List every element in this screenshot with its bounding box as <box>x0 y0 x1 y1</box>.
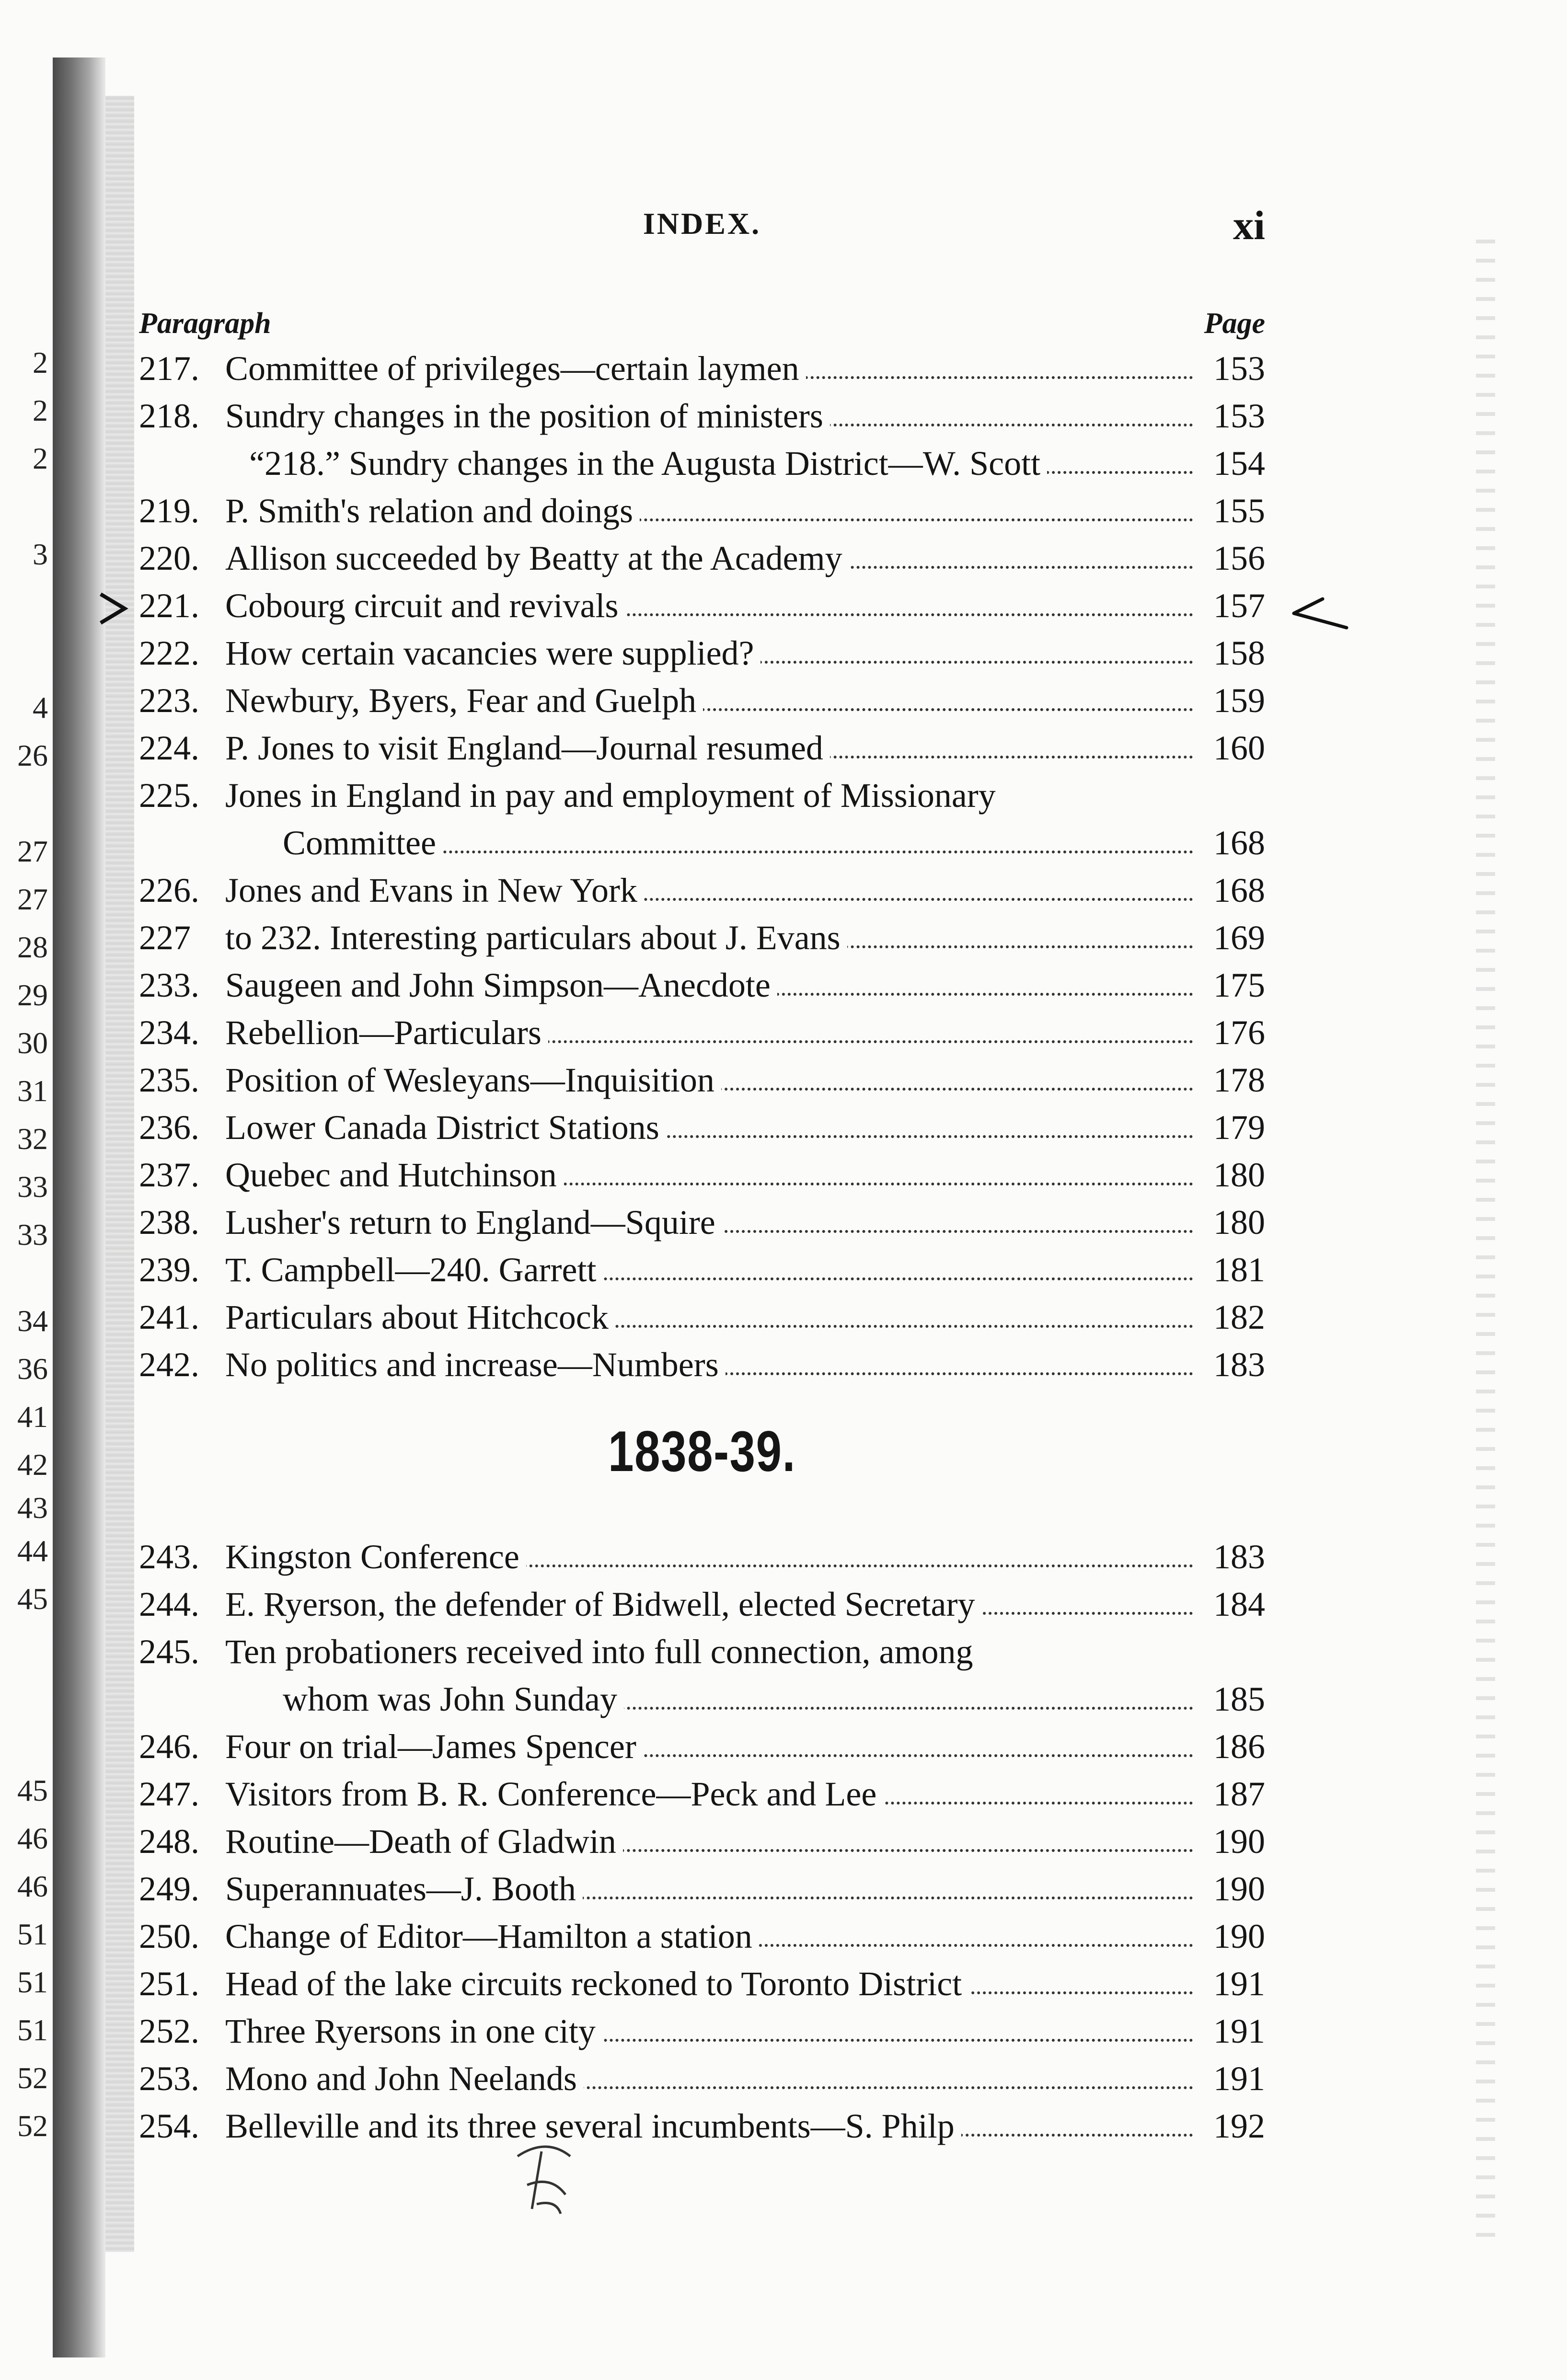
entry-text-container <box>225 772 1193 819</box>
paragraph-heading: Paragraph <box>139 307 271 340</box>
index-entry <box>139 1341 1265 1389</box>
entry-text-container <box>225 535 1193 582</box>
entry-text-container <box>225 1865 1193 1913</box>
index-entries-1838 <box>139 1533 1265 2150</box>
margin-number: 46 <box>17 1869 48 1903</box>
page-reference: 192 <box>1198 2103 1265 2150</box>
entry-text: P. Jones to visit England—Journal resumed <box>225 729 830 767</box>
entry-text: Belleville and its three several incumbents—S. Philp <box>225 2107 961 2145</box>
handwritten-arrow-icon <box>1289 594 1351 642</box>
entry-text: Three Ryersons in one city <box>225 2012 602 2050</box>
entry-text: Change of Editor—Hamilton a station <box>225 1917 759 1955</box>
entry-text-container <box>225 1628 1193 1676</box>
entry-text: T. Campbell—240. Garrett <box>225 1251 603 1289</box>
page-reference: 180 <box>1198 1151 1265 1199</box>
page-reference: 186 <box>1198 1723 1265 1771</box>
entry-text-container <box>225 1723 1193 1771</box>
entry-text: Head of the lake circuits reckoned to Toronto District <box>225 1965 968 2003</box>
page-reference: 190 <box>1198 1865 1265 1913</box>
index-entry <box>139 1960 1265 2008</box>
page-heading: Page <box>1204 307 1265 340</box>
entry-text-container <box>225 1009 1193 1057</box>
margin-number: 34 <box>17 1304 48 1338</box>
index-entry <box>139 867 1265 914</box>
paragraph-number: 236. <box>139 1108 199 1147</box>
index-entry <box>139 440 1265 487</box>
entry-text-container <box>225 2103 1193 2150</box>
facing-page-margin-numbers <box>0 0 53 2380</box>
index-entry <box>139 1865 1265 1913</box>
page-reference: 158 <box>1198 630 1265 677</box>
index-entry <box>139 1818 1265 1865</box>
index-entries-1837 <box>139 345 1265 1389</box>
header-title: INDEX. <box>643 207 761 241</box>
margin-number: 33 <box>17 1170 48 1204</box>
index-entry <box>139 962 1265 1009</box>
entry-text: P. Smith's relation and doings <box>225 492 640 530</box>
entry-text-container <box>225 2055 1193 2103</box>
index-entry <box>139 677 1265 724</box>
index-entry <box>139 345 1265 392</box>
index-entry <box>139 772 1265 819</box>
entry-text: How certain vacancies were supplied? <box>225 634 760 672</box>
page-reference: 184 <box>1198 1581 1265 1628</box>
entry-text-container <box>225 677 1193 724</box>
margin-number: 33 <box>17 1218 48 1252</box>
entry-text-container <box>225 724 1193 772</box>
page-reference: 191 <box>1198 1960 1265 2008</box>
margin-number: 30 <box>17 1026 48 1060</box>
section-year-heading: 1838-39. <box>608 1419 796 1483</box>
page-reference: 169 <box>1198 914 1265 962</box>
entry-text: Routine—Death of Gladwin <box>225 1822 623 1861</box>
entry-text-container <box>225 2008 1193 2055</box>
page-reference: 190 <box>1198 1913 1265 1960</box>
entry-text: Saugeen and John Simpson—Anecdote <box>225 966 777 1004</box>
entry-text: Newbury, Byers, Fear and Guelph <box>225 681 703 720</box>
paragraph-number: 223. <box>139 681 199 720</box>
paragraph-number: 238. <box>139 1203 199 1242</box>
entry-text-container <box>225 1960 1193 2008</box>
entry-text-container <box>225 1771 1193 1818</box>
margin-number: 51 <box>17 1965 48 1999</box>
index-entry <box>139 1104 1265 1151</box>
page-reference: 181 <box>1198 1246 1265 1294</box>
paragraph-number: 249. <box>139 1870 199 1908</box>
margin-number: 26 <box>17 738 48 772</box>
index-entry <box>139 392 1265 440</box>
paragraph-number: 227 <box>139 919 191 957</box>
paragraph-number: 224. <box>139 729 199 767</box>
paragraph-number: 235. <box>139 1061 199 1099</box>
entry-text-container <box>225 582 1193 630</box>
column-headings <box>139 307 1265 345</box>
paragraph-number: 246. <box>139 1727 199 1766</box>
margin-number: 29 <box>17 978 48 1012</box>
page-reference: 155 <box>1198 487 1265 535</box>
margin-number: 52 <box>17 2109 48 2143</box>
entry-text: Jones and Evans in New York <box>225 871 644 909</box>
paragraph-number: 219. <box>139 492 199 530</box>
index-entry <box>139 630 1265 677</box>
entry-text-container <box>225 1294 1193 1341</box>
paragraph-number: 242. <box>139 1345 199 1384</box>
page-reference: 168 <box>1198 867 1265 914</box>
margin-caret-icon <box>96 589 134 628</box>
page-reference: 182 <box>1198 1294 1265 1341</box>
index-entry <box>139 535 1265 582</box>
entry-text: No politics and increase—Numbers <box>225 1345 726 1384</box>
paragraph-number: 241. <box>139 1298 199 1336</box>
page-reference: 180 <box>1198 1199 1265 1246</box>
entry-text-container <box>225 1581 1193 1628</box>
entry-text: Four on trial—James Spencer <box>225 1727 643 1766</box>
paragraph-number: 226. <box>139 871 199 909</box>
entry-text-container <box>225 1818 1193 1865</box>
index-entry <box>139 1771 1265 1818</box>
page-reference: 191 <box>1198 2008 1265 2055</box>
entry-text-container <box>225 1913 1193 1960</box>
margin-number: 45 <box>17 1582 48 1616</box>
entry-text-container <box>225 345 1193 392</box>
margin-number: 2 <box>33 345 48 379</box>
entry-text: Jones in England in pay and employment of Missionary <box>225 776 1002 815</box>
page-reference: 156 <box>1198 535 1265 582</box>
page-reference: 183 <box>1198 1533 1265 1581</box>
margin-number: 45 <box>17 1773 48 1807</box>
entry-text: Ten probationers received into full connection, among <box>225 1633 979 1671</box>
margin-number: 27 <box>17 882 48 916</box>
margin-number: 27 <box>17 834 48 868</box>
paragraph-number: 222. <box>139 634 199 672</box>
index-entry <box>139 1533 1265 1581</box>
entry-text: Allison succeeded by Beatty at the Academy <box>225 539 849 577</box>
index-entry <box>139 582 1265 630</box>
entry-text-container <box>225 392 1193 440</box>
page-reference: 190 <box>1198 1818 1265 1865</box>
page-reference: 179 <box>1198 1104 1265 1151</box>
paragraph-number: 253. <box>139 2059 199 2098</box>
paragraph-number: 218. <box>139 397 199 435</box>
entry-text-container <box>225 630 1193 677</box>
entry-text-container <box>283 1676 1193 1723</box>
paragraph-number: 221. <box>139 586 199 625</box>
entry-text: Lusher's return to England—Squire <box>225 1203 722 1242</box>
entry-text: Lower Canada District Stations <box>225 1108 666 1147</box>
page-reference: 183 <box>1198 1341 1265 1389</box>
entry-text: Superannuates—J. Booth <box>225 1870 583 1908</box>
index-entry <box>139 2055 1265 2103</box>
page-reference: 176 <box>1198 1009 1265 1057</box>
page-reference: 154 <box>1198 440 1265 487</box>
entry-text: Committee <box>283 824 443 862</box>
index-entry <box>139 1628 1265 1676</box>
index-entry <box>139 819 1265 867</box>
entry-text-container <box>225 962 1193 1009</box>
index-entry <box>139 1581 1265 1628</box>
index-entry <box>139 487 1265 535</box>
margin-number: 36 <box>17 1352 48 1386</box>
margin-number: 52 <box>17 2061 48 2095</box>
margin-number: 28 <box>17 930 48 964</box>
page-reference: 187 <box>1198 1771 1265 1818</box>
paragraph-number: 254. <box>139 2107 199 2145</box>
entry-text-container <box>225 1057 1193 1104</box>
entry-text-container <box>225 487 1193 535</box>
paragraph-number: 234. <box>139 1013 199 1052</box>
page-reference: 157 <box>1198 582 1265 630</box>
margin-number: 41 <box>17 1400 48 1434</box>
margin-number: 46 <box>17 1821 48 1855</box>
margin-number: 51 <box>17 1917 48 1951</box>
entry-text-container <box>225 1246 1193 1294</box>
entry-text: whom was John Sunday <box>283 1680 624 1718</box>
margin-number: 42 <box>17 1448 48 1482</box>
entry-text-container <box>225 914 1193 962</box>
paragraph-number: 225. <box>139 776 199 815</box>
paragraph-number: 247. <box>139 1775 199 1813</box>
index-entry <box>139 1057 1265 1104</box>
entry-text: Position of Wesleyans—Inquisition <box>225 1061 721 1099</box>
margin-number: 32 <box>17 1122 48 1156</box>
index-entry <box>139 1199 1265 1246</box>
entry-text: Cobourg circuit and revivals <box>225 586 625 625</box>
binding-shadow <box>53 57 105 2357</box>
margin-number: 43 <box>17 1491 48 1525</box>
page-reference: 185 <box>1198 1676 1265 1723</box>
paragraph-number: 237. <box>139 1156 199 1194</box>
paragraph-number: 220. <box>139 539 199 577</box>
entry-text: to 232. Interesting particulars about J. Evans <box>225 919 847 957</box>
entry-text: E. Ryerson, the defender of Bidwell, elected Secretary <box>225 1585 982 1623</box>
index-entry <box>139 1723 1265 1771</box>
index-entry <box>139 2008 1265 2055</box>
page-reference: 159 <box>1198 677 1265 724</box>
margin-number: 4 <box>33 690 48 724</box>
paragraph-number: 252. <box>139 2012 199 2050</box>
paragraph-number: 251. <box>139 1965 199 2003</box>
margin-number: 2 <box>33 441 48 475</box>
index-entry <box>139 1246 1265 1294</box>
margin-number: 31 <box>17 1074 48 1108</box>
entry-text-container <box>225 1199 1193 1246</box>
index-entry <box>139 1151 1265 1199</box>
index-entry <box>139 2103 1265 2150</box>
index-entry <box>139 1913 1265 1960</box>
index-entry <box>139 1676 1265 1723</box>
entry-text: Mono and John Neelands <box>225 2059 584 2098</box>
paragraph-number: 239. <box>139 1251 199 1289</box>
page-reference: 160 <box>1198 724 1265 772</box>
entry-text: Quebec and Hutchinson <box>225 1156 564 1194</box>
index-entry <box>139 1294 1265 1341</box>
paragraph-number: 244. <box>139 1585 199 1623</box>
page-reference: 168 <box>1198 819 1265 867</box>
header-page-number: xi <box>1233 202 1265 248</box>
index-entry <box>139 914 1265 962</box>
entry-text: Visitors from B. R. Conference—Peck and Lee <box>225 1775 883 1813</box>
binding-texture <box>105 96 134 2252</box>
paragraph-number: 248. <box>139 1822 199 1861</box>
entry-text-container <box>225 1341 1193 1389</box>
margin-number: 3 <box>33 537 48 571</box>
index-entry <box>139 1009 1265 1057</box>
margin-number: 2 <box>33 393 48 427</box>
page-reference: 153 <box>1198 345 1265 392</box>
page-reference: 175 <box>1198 962 1265 1009</box>
entry-text: Particulars about Hitchcock <box>225 1298 615 1336</box>
paragraph-number: 217. <box>139 349 199 388</box>
entry-text-container <box>225 867 1193 914</box>
paragraph-number: 245. <box>139 1633 199 1671</box>
entry-text: “218.” Sundry changes in the Augusta District—W. Scott <box>249 444 1047 483</box>
entry-text-container <box>225 1151 1193 1199</box>
entry-text: Kingston Conference <box>225 1538 526 1576</box>
entry-text-container <box>249 440 1193 487</box>
page-reference: 178 <box>1198 1057 1265 1104</box>
right-edge-artifacts <box>1476 240 1495 2252</box>
index-entry <box>139 724 1265 772</box>
entry-text-container <box>225 1533 1193 1581</box>
entry-text-container <box>225 1104 1193 1151</box>
margin-number: 44 <box>17 1534 48 1568</box>
paragraph-number: 233. <box>139 966 199 1004</box>
entry-text: Rebellion—Particulars <box>225 1013 548 1052</box>
paragraph-number: 250. <box>139 1917 199 1955</box>
page-reference: 153 <box>1198 392 1265 440</box>
entry-text: Sundry changes in the position of ministers <box>225 397 830 435</box>
page-reference: 191 <box>1198 2055 1265 2103</box>
paragraph-number: 243. <box>139 1538 199 1576</box>
running-header <box>139 202 1265 249</box>
margin-number: 51 <box>17 2013 48 2047</box>
entry-text-container <box>283 819 1193 867</box>
entry-text: Committee of privileges—certain laymen <box>225 349 806 388</box>
